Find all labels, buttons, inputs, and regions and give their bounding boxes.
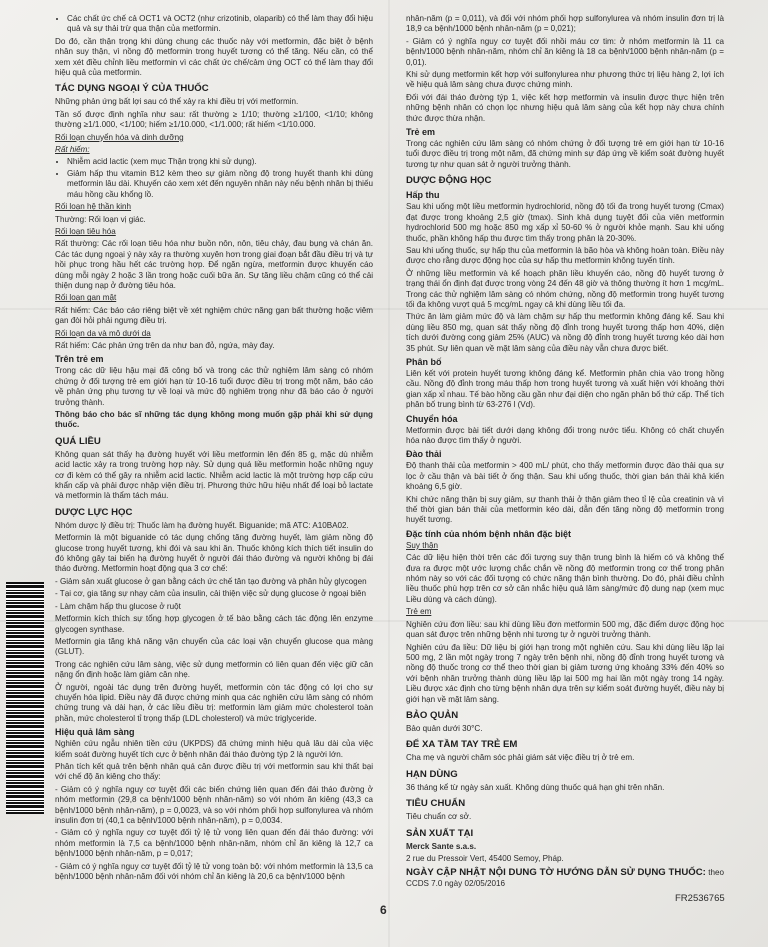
section-heading-adverse-effects: TÁC DỤNG NGOẠI Ý CỦA THUỐC	[55, 83, 209, 95]
paragraph: Những phản ứng bất lợi sau có thể xảy ra khi điều trị với metformin.	[55, 97, 299, 107]
paragraph: Các dữ liệu hiện thời trên các đối tượng suy thận trung bình là hiếm có và không thể đưa ra được một ước lượng chắc chắn về nồng độ metformin trong cơ thể trong phân nhóm này so với các đối tượng có chức năng thận bình thường. Do đó, phải điều chỉnh liều thuốc phù hợp trên cơ sở cân nhắc hiệu quả lâm sàng/mức độ dung nạp (xem mục Liều dùng và cách dùng).	[406, 553, 724, 604]
paragraph: Rất hiếm: Các báo cáo riêng biệt về xét nghiệm chức năng gan bất thường hoặc viêm gan đòi hỏi phải ngưng điều trị.	[55, 305, 373, 326]
list-item: - Làm chậm hấp thu glucose ở ruột	[55, 601, 181, 611]
manufacturer-address: 2 rue du Pressoir Vert, 45400 Semoy, Pháp.	[406, 853, 564, 863]
subheading-skin: Rối loạn da và mô dưới da	[55, 328, 151, 338]
paragraph: Nhóm dược lý điều trị: Thuốc làm hạ đường huyết. Biguanide; mã ATC: A10BA02.	[55, 520, 349, 530]
section-heading-standard: TIÊU CHUẨN	[406, 798, 466, 810]
paragraph: Khi chức năng thận bị suy giảm, sự thanh thải ở thận giảm theo tỉ lệ của creatinin và vì thế thời gian bán thải của metformin kéo dài, dẫn đến tăng nồng độ metformin trong huyết tương.	[406, 494, 724, 525]
paragraph: - Giảm có ý nghĩa nguy cơ tuyệt đối nhồi máu cơ tim: ở nhóm metformin là 11 ca bệnh/1000 bệnh nhân-năm, nhóm chỉ ăn kiêng là 18 ca bệnh/1000 bệnh nhân-năm (p = 0,01).	[406, 36, 724, 67]
list-item: - Giảm sản xuất glucose ở gan bằng cách ức chế tân tạo đường và phân hủy glycogen	[55, 576, 367, 586]
left-column	[55, 14, 373, 894]
frequency-label: Rất hiếm:	[55, 145, 90, 155]
paragraph: Thức ăn làm giảm mức độ và làm chậm sự hấp thu metformin không đáng kể. Sau khi dùng liều 850 mg, quan sát thấy nồng độ đỉnh trong huyết tương thấp hơn 40%, diện tích dưới đường cong giảm 25% (AUC) và nồng độ đỉnh trong huyết tương kéo dài hơn 35 phút. Sự liên quan về mặt lâm sàng của điều này vẫn chưa được biết.	[406, 312, 724, 353]
section-heading-storage: BẢO QUẢN	[406, 709, 459, 721]
paragraph: Sau khi uống một liều metformin hydrochlorid, nồng độ tối đa trong huyết tương (Cmax) đạt được trong khoảng 2,5 giờ (tmax). Sinh khả dụng tuyệt đối của viên metformin hydrochlorid 500 mg hoặc 850 mg xấp xỉ 50-60 % ở người khỏe mạnh. Sau khi uống thuốc, phần không hấp thu được tìm thấy trong phân là 20-30%.	[406, 202, 724, 243]
paragraph: Ở những liều metformin và kế hoạch phân liều khuyến cáo, nồng độ huyết tương ở trạng thái ổn định đạt được trong vòng 24 đến 48 giờ và thông thường ít hơn 1 mcg/mL. Trong các thử nghiệm lâm sàng có nhóm chứng, nồng độ metformin trong huyết tương tối đa không vượt quá 5 mcg/mL ngay cả khi dùng liều tối đa.	[406, 268, 724, 309]
subheading-distribution: Phân bố	[406, 356, 442, 367]
section-heading-overdose: QUÁ LIỀU	[55, 435, 101, 447]
paragraph: Metformin gia tăng khả năng vận chuyển của các loại vận chuyển glucose qua màng (GLUT).	[55, 636, 373, 657]
paragraph: Khi sử dụng metformin kết hợp với sulfonylurea như phương thức trị liệu hàng 2, lợi ích về hiệu quả lâm sàng chưa được chứng minh.	[406, 70, 724, 90]
paragraph: Trong các dữ liệu hậu mại đã công bố và trong các thử nghiệm lâm sàng có nhóm chứng ở đối tượng trẻ em giới hạn từ 10-16 tuổi được điều trị trong một năm, báo cáo về phản ứng phụ tương tự về loại và mức độ nghiêm trọng như đã báo cáo ở người trưởng thành.	[55, 366, 373, 407]
subheading-children: Trẻ em	[406, 127, 436, 138]
paper-fold	[388, 0, 390, 947]
subheading-special-populations: Đặc tính của nhóm bệnh nhân đặc biệt	[406, 528, 572, 539]
paragraph: Ở người, ngoài tác dụng trên đường huyết, metformin còn tác động có lợi cho sự chuyển hóa lipid. Điều này đã được chứng minh qua các nghiên cứu lâm sàng có nhóm chứng trung và dài hạn, ở các liều điều trị: metformin làm giảm mức cholesterol toàn phần, mức cholesterol tỉ trọng thấp (LDL cholesterol) và mức triglyceride.	[55, 682, 373, 723]
pharmacode-barcode	[6, 582, 44, 814]
section-heading-update-date: NGÀY CẬP NHẬT NỘI DUNG TỜ HƯỚNG DẪN SỬ DỤNG THUỐC:	[406, 867, 706, 879]
paragraph: Nghiên cứu đơn liều: sau khi dùng liều đơn metformin 500 mg, đặc điểm dược động học quan sát được trên những bệnh nhi tương tự ở người trưởng thành.	[406, 619, 724, 640]
paragraph: Metformin được bài tiết dưới dạng không đổi trong nước tiểu. Không có chất chuyển hóa nào được tìm thấy ở người.	[406, 425, 724, 445]
paragraph: Metformin kích thích sự tổng hợp glycogen ở tế bào bằng cách tác động lên enzyme glycogen synthase.	[55, 614, 373, 634]
paragraph: Thường: Rối loạn vị giác.	[55, 214, 146, 224]
right-column	[406, 14, 724, 894]
paragraph: Rất hiếm: Các phản ứng trên da như ban đỏ, ngứa, mày đay.	[55, 340, 275, 350]
section-heading-pharmacokinetics: DƯỢC ĐỘNG HỌC	[406, 175, 492, 187]
notify-doctor-note: Thông báo cho bác sĩ những tác dụng không mong muốn gặp phải khi sử dụng thuốc.	[55, 410, 373, 430]
subheading-elimination: Đào thải	[406, 449, 442, 460]
subheading-pediatric: Trẻ em	[406, 607, 432, 617]
subheading-children: Trên trẻ em	[55, 354, 104, 365]
paragraph: Sau khi uống thuốc, sự hấp thu của metformin là bão hòa và không hoàn toàn. Điều này được cho rằng dược động học của sự hấp thu metformin không tuyến tính.	[406, 245, 724, 266]
paragraph: Nghiên cứu ngẫu nhiên tiền cứu (UKPDS) đã chứng minh hiệu quả lâu dài của việc kiểm soát đường huyết tích cực ở bệnh nhân đái tháo đường týp 2 là người lớn.	[55, 739, 373, 759]
list-item: - Giảm có ý nghĩa nguy cơ tuyệt đối các biến chứng liên quan đến đái tháo đường ở nhóm metformin (29,8 ca bệnh/1000 bệnh nhân-năm) so với nhóm ăn kiêng (43,3 ca bệnh/1000 bệnh nhân-năm), p = 0,0023, và so với nhóm phối hợp sulfonylurea và nhóm insulin đơn trị (40,1 ca bệnh/1000 bệnh nhân-năm), p = 0,0034.	[55, 784, 373, 825]
manufacturer-name: Merck Sante s.a.s.	[406, 841, 477, 851]
subheading-nervous: Rối loạn hệ thần kinh	[55, 202, 132, 212]
section-heading-manufacturer: SẢN XUẤT TẠI	[406, 827, 474, 839]
paragraph: Độ thanh thải của metformin > 400 mL/ phút, cho thấy metformin được đào thải qua sự lọc ở cầu thận và bài tiết ở ống thận. Sau khi uống thuốc, thời gian bán thải khả kiến khoảng 6,5 giờ.	[406, 461, 724, 492]
list-item: - Tại cơ, gia tăng sự nhạy cảm của insulin, cải thiện việc sử dụng glucose ở ngoại biên	[55, 589, 367, 599]
paragraph: Do đó, cần thận trọng khi dùng chung các thuốc này với metformin, đặc biệt ở bệnh nhân suy thận, vì nồng độ metformin trong huyết tương có thể tăng. Nếu cần, có thể xem xét điều chỉnh liều metformin vì các chất ức chế/cảm ứng OCT có thể làm thay đổi hiệu quả của metformin.	[55, 36, 373, 78]
paragraph: Cha mẹ và người chăm sóc phải giám sát việc điều trị ở trẻ em.	[406, 753, 635, 763]
subheading-metabolism: Chuyển hóa	[406, 413, 458, 424]
section-heading-pharmacodynamics: DƯỢC LỰC HỌC	[55, 506, 133, 518]
paragraph: Phân tích kết quả trên bệnh nhân quá cân được điều trị với metformin sau khi thất bại với chế độ ăn kiêng cho thấy:	[55, 761, 373, 782]
paragraph: Rất thường: Các rối loạn tiêu hóa như buồn nôn, nôn, tiêu chảy, đau bụng và chán ăn. Các tác dụng ngoại ý này xảy ra thường xuyên hơn trong giai đoạn bắt đầu điều trị và tự hồi phục trong hầu hết các trường hợp. Để ngăn ngừa, metformin được khuyến cáo dùng mỗi ngày 2 hoặc 3 lần trong hoặc cuối bữa ăn. Sự tăng liều chậm cũng có thể cải thiện dung nạp ở đường tiêu hóa.	[55, 239, 373, 290]
paragraph: Trong các nghiên cứu lâm sàng có nhóm chứng ở đối tượng trẻ em giới hạn từ 10-16 tuổi được điều trị trong một năm, đã chứng minh sự đáp ứng về kiểm soát đường huyết tương tự như quan sát ở người trưởng thành.	[406, 139, 724, 169]
paragraph: nhân-năm (p = 0,011), và đối với nhóm phối hợp sulfonylurea và nhóm insulin đơn trị là 18,9 ca bệnh/1000 bệnh nhân-năm (p = 0,021);	[406, 14, 724, 34]
paragraph: Tiêu chuẩn cơ sở.	[406, 812, 472, 822]
list-item: • Giảm hấp thu vitamin B12 kèm theo sự giảm nồng độ trong huyết thanh khi dùng metformin lâu dài. Khuyến cáo xem xét đến nguyên nhân này nếu bệnh nhân bị thiếu máu hồng cầu khổng lồ.	[67, 169, 373, 200]
subheading-metabolism: Rối loạn chuyển hóa và dinh dưỡng	[55, 132, 184, 142]
paragraph: Tần số được định nghĩa như sau: rất thường ≥ 1/10; thường ≥1/100, <1/10; không thường ≥1/1.000, <1/100; hiếm ≥1/10.000, <1/1.000; rất hiếm <1/10.000.	[55, 109, 373, 130]
subheading-absorption: Hấp thu	[406, 190, 440, 201]
list-item: - Giảm có ý nghĩa nguy cơ tuyệt đối tỷ lệ tử vong toàn bộ: với nhóm metformin là 13,5 ca bệnh/1000 bệnh nhân-năm đối với nhóm chỉ ăn kiêng là 20,6 ca bệnh/1000 bệnh	[55, 861, 373, 882]
paragraph: Nghiên cứu đa liều: Dữ liệu bị giới hạn trong một nghiên cứu. Sau khi dùng liều lặp lại 500 mg, 2 lần một ngày trong 7 ngày trên bệnh nhi, nồng độ đỉnh trong huyết tương và nồng độ thuốc trong cơ thể theo thời gian bị giảm tương ứng khoảng 33% đến 40% so với bệnh nhân trưởng thành dùng liều lặp lại 500 mg hai lần một ngày trong 14 ngày. Liều được xác định cho từng bệnh nhân dựa trên sự kiểm soát đường huyết, điều này bị giới hạn về mặt lâm sàng.	[406, 642, 724, 704]
update-date-value: theo CCDS 7.0 ngày 02/05/2016	[406, 868, 724, 889]
subheading-liver: Rối loạn gan mật	[55, 293, 117, 303]
paragraph: 36 tháng kể từ ngày sản xuất. Không dùng thuốc quá hạn ghi trên nhãn.	[406, 782, 665, 792]
document-code: FR2536765	[675, 893, 725, 904]
section-heading-expiry: HẠN DÙNG	[406, 768, 458, 780]
list-item: - Giảm có ý nghĩa nguy cơ tuyệt đối tỷ lệ tử vong liên quan đến đái tháo đường: với nhóm metformin là 7,5 ca bệnh/1000 bệnh nhân-năm, nhóm chỉ ăn kiêng là 12,7 ca bệnh/1000 bệnh nhân-năm, p = 0,017;	[55, 828, 373, 859]
list-item: • Nhiễm acid lactic (xem mục Thận trọng khi sử dụng).	[67, 157, 373, 167]
paragraph: Trong các nghiên cứu lâm sàng, việc sử dụng metformin có liên quan đến việc giữ cân nặng ổn định hoặc làm giảm cân nhẹ.	[55, 659, 373, 680]
section-heading-keep-away: ĐỂ XA TẦM TAY TRẺ EM	[406, 739, 518, 751]
paragraph: Liên kết với protein huyết tương không đáng kể. Metformin phân chia vào trong hồng cầu. Nồng độ đỉnh trong máu thấp hơn trong huyết tương và xuất hiện với khoảng thời gian xấp xỉ nhau. Tế bào hồng cầu gần như đại diện cho ngăn phân bố thứ cấp. Thể tích phân bố trung bình từ 63-276 l (Vd).	[406, 368, 724, 410]
metabolism-list	[55, 157, 373, 200]
subheading-gi: Rối loạn tiêu hóa	[55, 226, 116, 236]
paragraph: Bảo quản dưới 30°C.	[406, 723, 483, 733]
interaction-bullets	[55, 14, 373, 35]
subheading-clinical-efficacy: Hiệu quả lâm sàng	[55, 727, 135, 738]
subheading-renal: Suy thận	[406, 540, 438, 550]
list-item: • Các chất ức chế cả OCT1 và OCT2 (như crizotinib, olaparib) có thể làm thay đổi hiệu quả và sự thải trừ qua thận của metformin.	[67, 14, 373, 35]
page-number: 6	[380, 903, 387, 917]
paragraph: Không quan sát thấy hạ đường huyết với liều metformin lên đến 85 g, mặc dù nhiễm acid lactic xảy ra trong trường hợp này. Sử dụng quá liều metformin hoặc những nguy cơ đi kèm có thể gây ra nhiễm acid lactic. Nhiễm acid lactic là một trường hợp cấp cứu khẩn cấp và phải được nhập viện điều trị. Phương thức hữu hiệu nhất để loại bỏ lactate và metformin là thẩm tách máu.	[55, 449, 373, 501]
paragraph: Metformin là một biguanide có tác dụng chống tăng đường huyết, làm giảm nồng độ glucose trong huyết tương, khi đói và sau khi ăn. Thuốc không kích thích tiết insulin do đó không gây tai biến hạ đường huyết ở người đái tháo đường và người không bị đái tháo đường. Metformin hoạt động qua 3 cơ chế:	[55, 533, 373, 574]
paragraph: Đối với đái tháo đường týp 1, việc kết hợp metformin và insulin được thực hiện trên những bệnh nhân có chọn lọc nhưng hiệu quả lâm sàng của kết hợp này chưa chính thức được thừa nhận.	[406, 92, 724, 123]
